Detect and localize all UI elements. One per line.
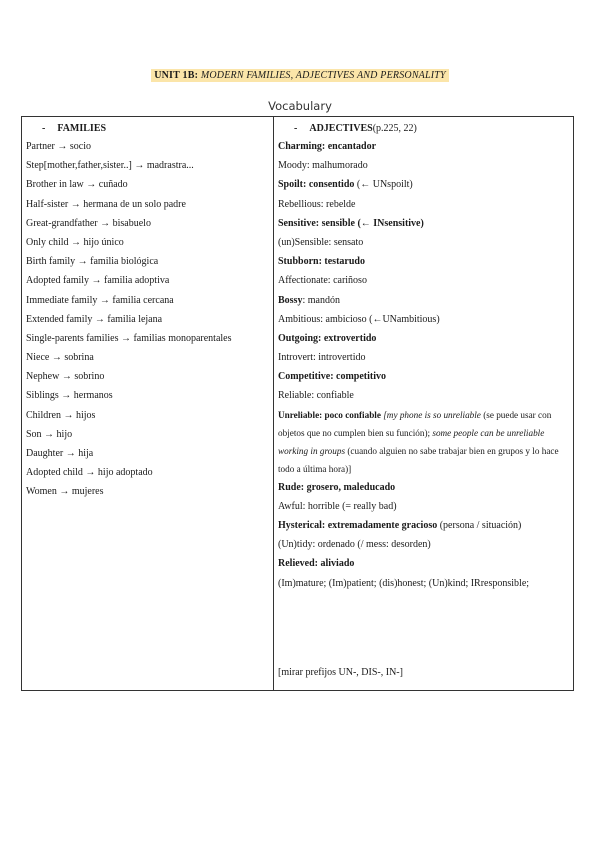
adjective-term [278, 535, 570, 554]
family-term: Adopted child → hijo adoptado [26, 467, 153, 479]
adjective-text: Moody: malhumorado [278, 160, 368, 172]
adjective-text: (Im)mature; (Im)patient; (dis)honest; (Un)kind; IRresponsible; [278, 577, 530, 589]
adjective-bold: Charming: encantador [278, 141, 377, 152]
adjectives-column [278, 121, 570, 593]
families-list [26, 137, 271, 502]
note-objects: (se puede usar con objetos que no cumplen bien su función); [278, 409, 552, 438]
families-heading [26, 121, 271, 137]
adjective-term [278, 367, 570, 386]
adjective-term [278, 271, 570, 290]
family-term: Daughter → hija [26, 448, 94, 459]
adjective-bold: Competitive: competitivo [278, 371, 387, 383]
families-heading-text: FAMILIES [57, 123, 107, 134]
adjective-term [278, 156, 570, 175]
adjective-text: Ambitious: ambicioso (←UNambitious) [278, 313, 440, 325]
adjective-text: (Un)tidy: ordenado (/ mess: desorden) [278, 539, 431, 551]
family-term: Brother in law → cuñado [26, 179, 128, 191]
family-term: Immediate family → familia cercana [26, 294, 174, 306]
family-term: Partner → socio [26, 141, 91, 152]
family-term: Single-parents families → familias monoparentales [26, 332, 232, 344]
adjective-term [278, 554, 570, 573]
prefix-note: [mirar prefijos UN-, DIS-, IN-] [278, 667, 403, 678]
family-term: Extended family → familia lejana [26, 313, 163, 325]
heading-bullet: - [42, 123, 46, 134]
page-reference: (p.225, 22) [372, 123, 417, 134]
adjectives-heading [278, 121, 570, 137]
family-term: Children → hijos [26, 409, 96, 421]
adjective-term [278, 348, 570, 367]
family-term: Niece → sobrina [26, 352, 94, 364]
family-term: Half-sister → hermana de un solo padre [26, 198, 186, 210]
vocabulary-table [21, 116, 574, 691]
family-term: Birth family → familia biológica [26, 256, 159, 268]
adjective-bold: Relieved: aliviado [278, 558, 355, 570]
adjective-text: (un)Sensible: sensato [278, 236, 364, 248]
adjective-bold: Rude: grosero, maleducado [278, 481, 396, 493]
family-term: Great-grandfather → bisabuelo [26, 217, 151, 229]
adjective-bold: Sensitive: sensible (← INsensitive) [278, 217, 424, 229]
adjective-text: (persona / situación) [437, 520, 522, 531]
family-term: Son → hijo [26, 428, 73, 440]
adjectives-heading-text: ADJECTIVES [309, 123, 373, 134]
unit-topic: MODERN FAMILIES, ADJECTIVES AND PERSONALITY [200, 70, 446, 81]
unreliable-term: Unreliable: poco confiable [278, 409, 381, 420]
family-term: Siblings → hermanos [26, 390, 113, 402]
adjective-term [278, 214, 570, 233]
adjective-term [278, 329, 570, 348]
unreliable-entry [278, 406, 570, 478]
note-groups: (cuando alguien no sabe trabajar bien en grupos y lo hace todo a última hora)] [278, 445, 559, 474]
adjective-bold: Bossy [278, 294, 303, 306]
adjective-term [278, 252, 570, 271]
example-phone: [my phone is so unreliable [383, 409, 481, 420]
adjective-term [278, 574, 570, 593]
adjective-term [278, 175, 570, 194]
adjective-bold: Hysterical: extremadamente gracioso [278, 520, 438, 531]
adjective-term [278, 195, 570, 214]
adjective-text: Affectionate: cariñoso [278, 275, 367, 287]
column-divider [273, 117, 274, 690]
unit-title [0, 70, 600, 81]
title-highlight [151, 69, 449, 82]
adjective-text: (← UNspoilt) [354, 179, 413, 191]
adjective-text: Awful: horrible (= really bad) [278, 500, 397, 512]
adjective-term [278, 310, 570, 329]
family-term: Step[mother,father,sister..] → madrastra... [26, 160, 194, 172]
family-term: Women → mujeres [26, 486, 104, 498]
adjective-text: Reliable: confiable [278, 390, 354, 402]
family-term: Nephew → sobrino [26, 371, 105, 383]
adjective-bold: Spoilt: consentido [278, 179, 355, 191]
adjective-term [278, 386, 570, 405]
unit-label: UNIT 1B: [154, 70, 199, 81]
adjective-term [278, 233, 570, 252]
adjective-bold: Stubborn: testarudo [278, 256, 365, 268]
section-heading: Vocabulary [268, 99, 332, 113]
adjective-term [278, 478, 570, 497]
families-column [26, 121, 271, 502]
adjective-term [278, 137, 570, 156]
adjective-text: : mandón [302, 294, 340, 306]
example-groups: some people can be unreliable working in groups [278, 427, 545, 456]
adjective-text: Introvert: introvertido [278, 352, 366, 364]
family-term: Only child → hijo único [26, 236, 124, 248]
adjectives-list [278, 137, 570, 406]
adjective-text: Rebellious: rebelde [278, 198, 356, 210]
adjectives-list-continued [278, 478, 570, 593]
adjective-term [278, 291, 570, 310]
heading-bullet: - [294, 123, 298, 134]
adjective-term [278, 497, 570, 516]
adjective-term [278, 516, 570, 535]
adjective-bold: Outgoing: extrovertido [278, 332, 377, 344]
family-term: Adopted family → familia adoptiva [26, 275, 170, 287]
